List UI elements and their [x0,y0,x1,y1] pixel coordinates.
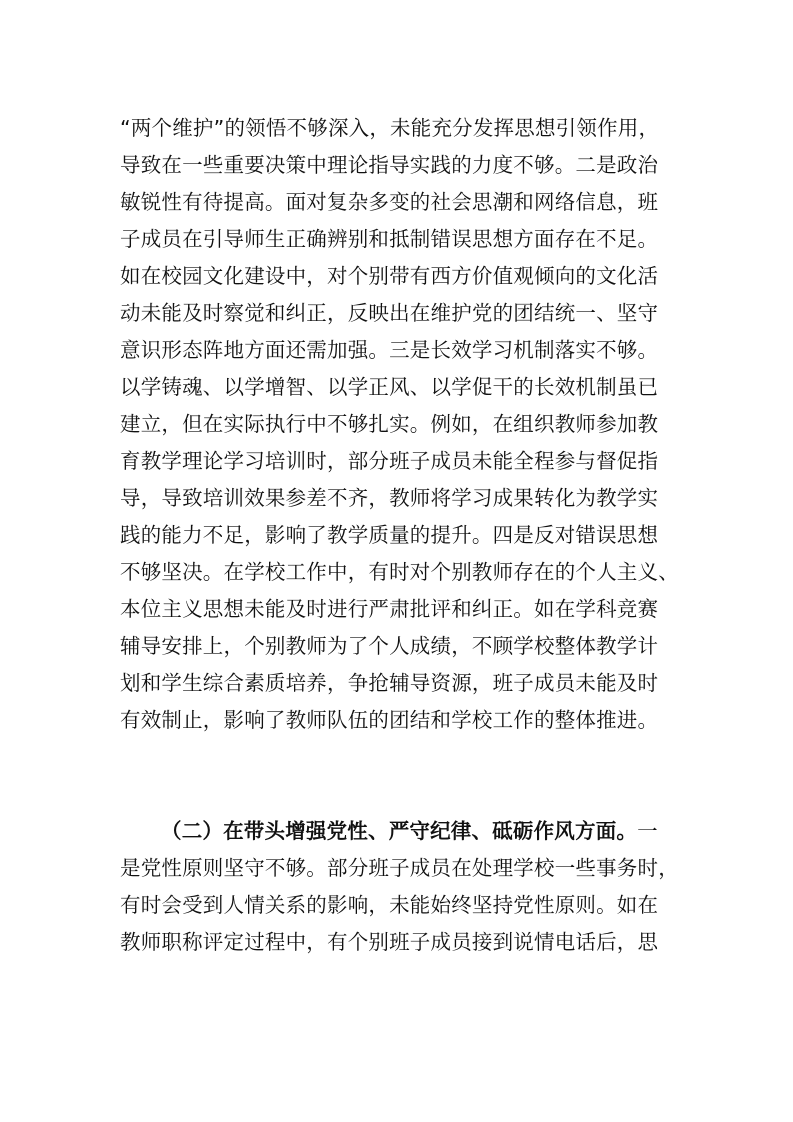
paragraph-line: 意识形态阵地方面还需加强。三是长效学习机制落实不够。 [120,338,659,362]
paragraph-line: 导，导致培训效果参差不齐，教师将学习成果转化为教学实 [120,486,659,510]
paragraph-line: 以学铸魂、以学增智、以学正风、以学促干的长效机制虽已 [120,375,659,399]
section-heading-line [120,815,680,847]
paragraph-line: 践的能力不足，影响了教学质量的提升。四是反对错误思想 [120,523,659,547]
paragraph-line: 辅导安排上，个别教师为了个人成绩，不顾学校整体教学计 [120,634,659,658]
section-heading-tail: 一 [637,819,658,843]
paragraph-line: 动未能及时察觉和纠正，反映出在维护党的团结统一、坚守 [120,301,659,325]
paragraph-line: 教师职称评定过程中，有个别班子成员接到说情电话后，思 [120,930,659,954]
paragraph-line: 是党性原则坚守不够。部分班子成员在处理学校一些事务时， [120,856,679,880]
paragraph-line: “两个维护”的领悟不够深入，未能充分发挥思想引领作用， [120,116,660,140]
paragraph-line: 子成员在引导师生正确辨别和抵制错误思想方面存在不足。 [120,227,659,251]
paragraph-line: 划和学生综合素质培养，争抢辅导资源，班子成员未能及时 [120,671,659,695]
section-heading: （二）在带头增强党性、严守纪律、砥砺作风方面。 [161,819,638,843]
paragraph-line: 敏锐性有待提高。面对复杂多变的社会思潮和网络信息，班 [120,190,659,214]
paragraph-line: 本位主义思想未能及时进行严肃批评和纠正。如在学科竞赛 [120,597,659,621]
paragraph-line: 如在校园文化建设中，对个别带有西方价值观倾向的文化活 [120,264,659,288]
paragraph-line: 有效制止，影响了教师队伍的团结和学校工作的整体推进。 [120,708,659,732]
paragraph-line: 不够坚决。在学校工作中，有时对个别教师存在的个人主义、 [120,560,679,584]
paragraph-line: 育教学理论学习培训时，部分班子成员未能全程参与督促指 [120,449,659,473]
paragraph-line: 有时会受到人情关系的影响，未能始终坚持党性原则。如在 [120,893,659,917]
paragraph-line: 导致在一些重要决策中理论指导实践的力度不够。二是政治 [120,153,659,177]
paragraph-line: 建立，但在实际执行中不够扎实。例如，在组织教师参加教 [120,412,659,436]
